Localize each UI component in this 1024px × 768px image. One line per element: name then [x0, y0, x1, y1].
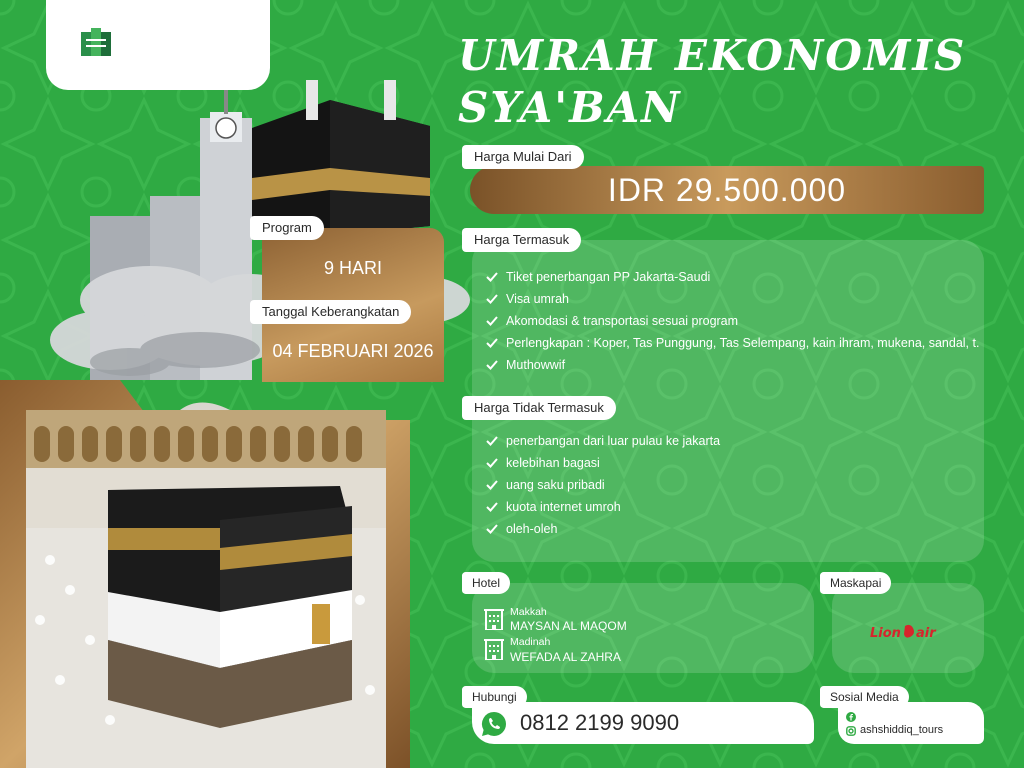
contact-phone[interactable]: 0812 2199 9090	[520, 710, 680, 735]
excluded-item: penerbangan dari luar pulau ke jakarta	[506, 434, 721, 448]
hotel-building-icon	[484, 636, 504, 660]
list-item	[486, 474, 980, 496]
svg-text:Lion: Lion	[870, 626, 901, 641]
list-item	[486, 354, 980, 376]
excluded-list	[486, 430, 980, 540]
hotel-name-makkah: MAYSAN AL MAQOM	[510, 619, 627, 633]
hotel-building-icon	[484, 606, 504, 630]
hotel-city-madinah: Madinah	[510, 636, 551, 648]
list-item	[486, 310, 980, 332]
check-icon	[486, 293, 498, 305]
list-item	[486, 518, 980, 540]
lion-air-logo-icon	[870, 622, 944, 642]
list-item	[486, 332, 980, 354]
included-item: Visa umrah	[506, 292, 569, 306]
excluded-label: Harga Tidak Termasuk	[462, 396, 616, 420]
social-handle[interactable]: ashshiddiq_tours	[860, 724, 944, 736]
included-item: Tiket penerbangan PP Jakarta-Saudi	[506, 270, 711, 284]
contact-label: Hubungi	[462, 686, 527, 708]
svg-text:air: air	[916, 626, 936, 641]
list-item	[486, 430, 980, 452]
check-icon	[486, 271, 498, 283]
brand-logo-icon	[80, 26, 112, 60]
list-item	[486, 288, 980, 310]
title-line-2: SYA'BAN	[458, 83, 682, 132]
page-title	[458, 30, 1018, 134]
program-label: Program	[250, 216, 324, 240]
airline-label: Maskapai	[820, 572, 891, 594]
excluded-item: uang saku pribadi	[506, 478, 605, 492]
check-icon	[486, 435, 498, 447]
check-icon	[486, 479, 498, 491]
excluded-item: kuota internet umroh	[506, 500, 621, 514]
check-icon	[486, 315, 498, 327]
price-label: Harga Mulai Dari	[462, 145, 584, 169]
check-icon	[486, 457, 498, 469]
price-value: IDR 29.500.000	[607, 172, 847, 208]
program-value: 9 HARI	[323, 258, 383, 278]
list-item	[486, 496, 980, 518]
hotel-city-makkah: Makkah	[510, 606, 547, 618]
title-line-1: UMRAH EKONOMIS	[458, 31, 967, 80]
check-icon	[486, 523, 498, 535]
included-item: Muthowwif	[506, 358, 566, 372]
excluded-item: kelebihan bagasi	[506, 456, 600, 470]
excluded-item: oleh-oleh	[506, 522, 558, 536]
check-icon	[486, 359, 498, 371]
instagram-icon[interactable]	[846, 726, 856, 736]
check-icon	[486, 501, 498, 513]
included-list	[486, 266, 980, 376]
social-label: Sosial Media	[820, 686, 909, 708]
social-box	[838, 702, 984, 744]
check-icon	[486, 337, 498, 349]
hotel-label: Hotel	[462, 572, 510, 594]
kaaba-photo-collage	[0, 80, 470, 768]
list-item	[486, 266, 980, 288]
included-item: Perlengkapan : Koper, Tas Punggung, Tas Selempang, kain ihram, mukena, sandal, t.	[506, 336, 980, 350]
included-item: Akomodasi & transportasi sesuai program	[506, 314, 739, 328]
hotel-name-madinah: WEFADA AL ZAHRA	[510, 650, 621, 664]
whatsapp-icon	[480, 710, 508, 738]
included-label: Harga Termasuk	[462, 228, 581, 252]
departure-value: 04 FEBRUARI 2026	[272, 341, 434, 361]
facebook-icon[interactable]	[846, 712, 856, 722]
list-item	[486, 452, 980, 474]
departure-label: Tanggal Keberangkatan	[250, 300, 411, 324]
